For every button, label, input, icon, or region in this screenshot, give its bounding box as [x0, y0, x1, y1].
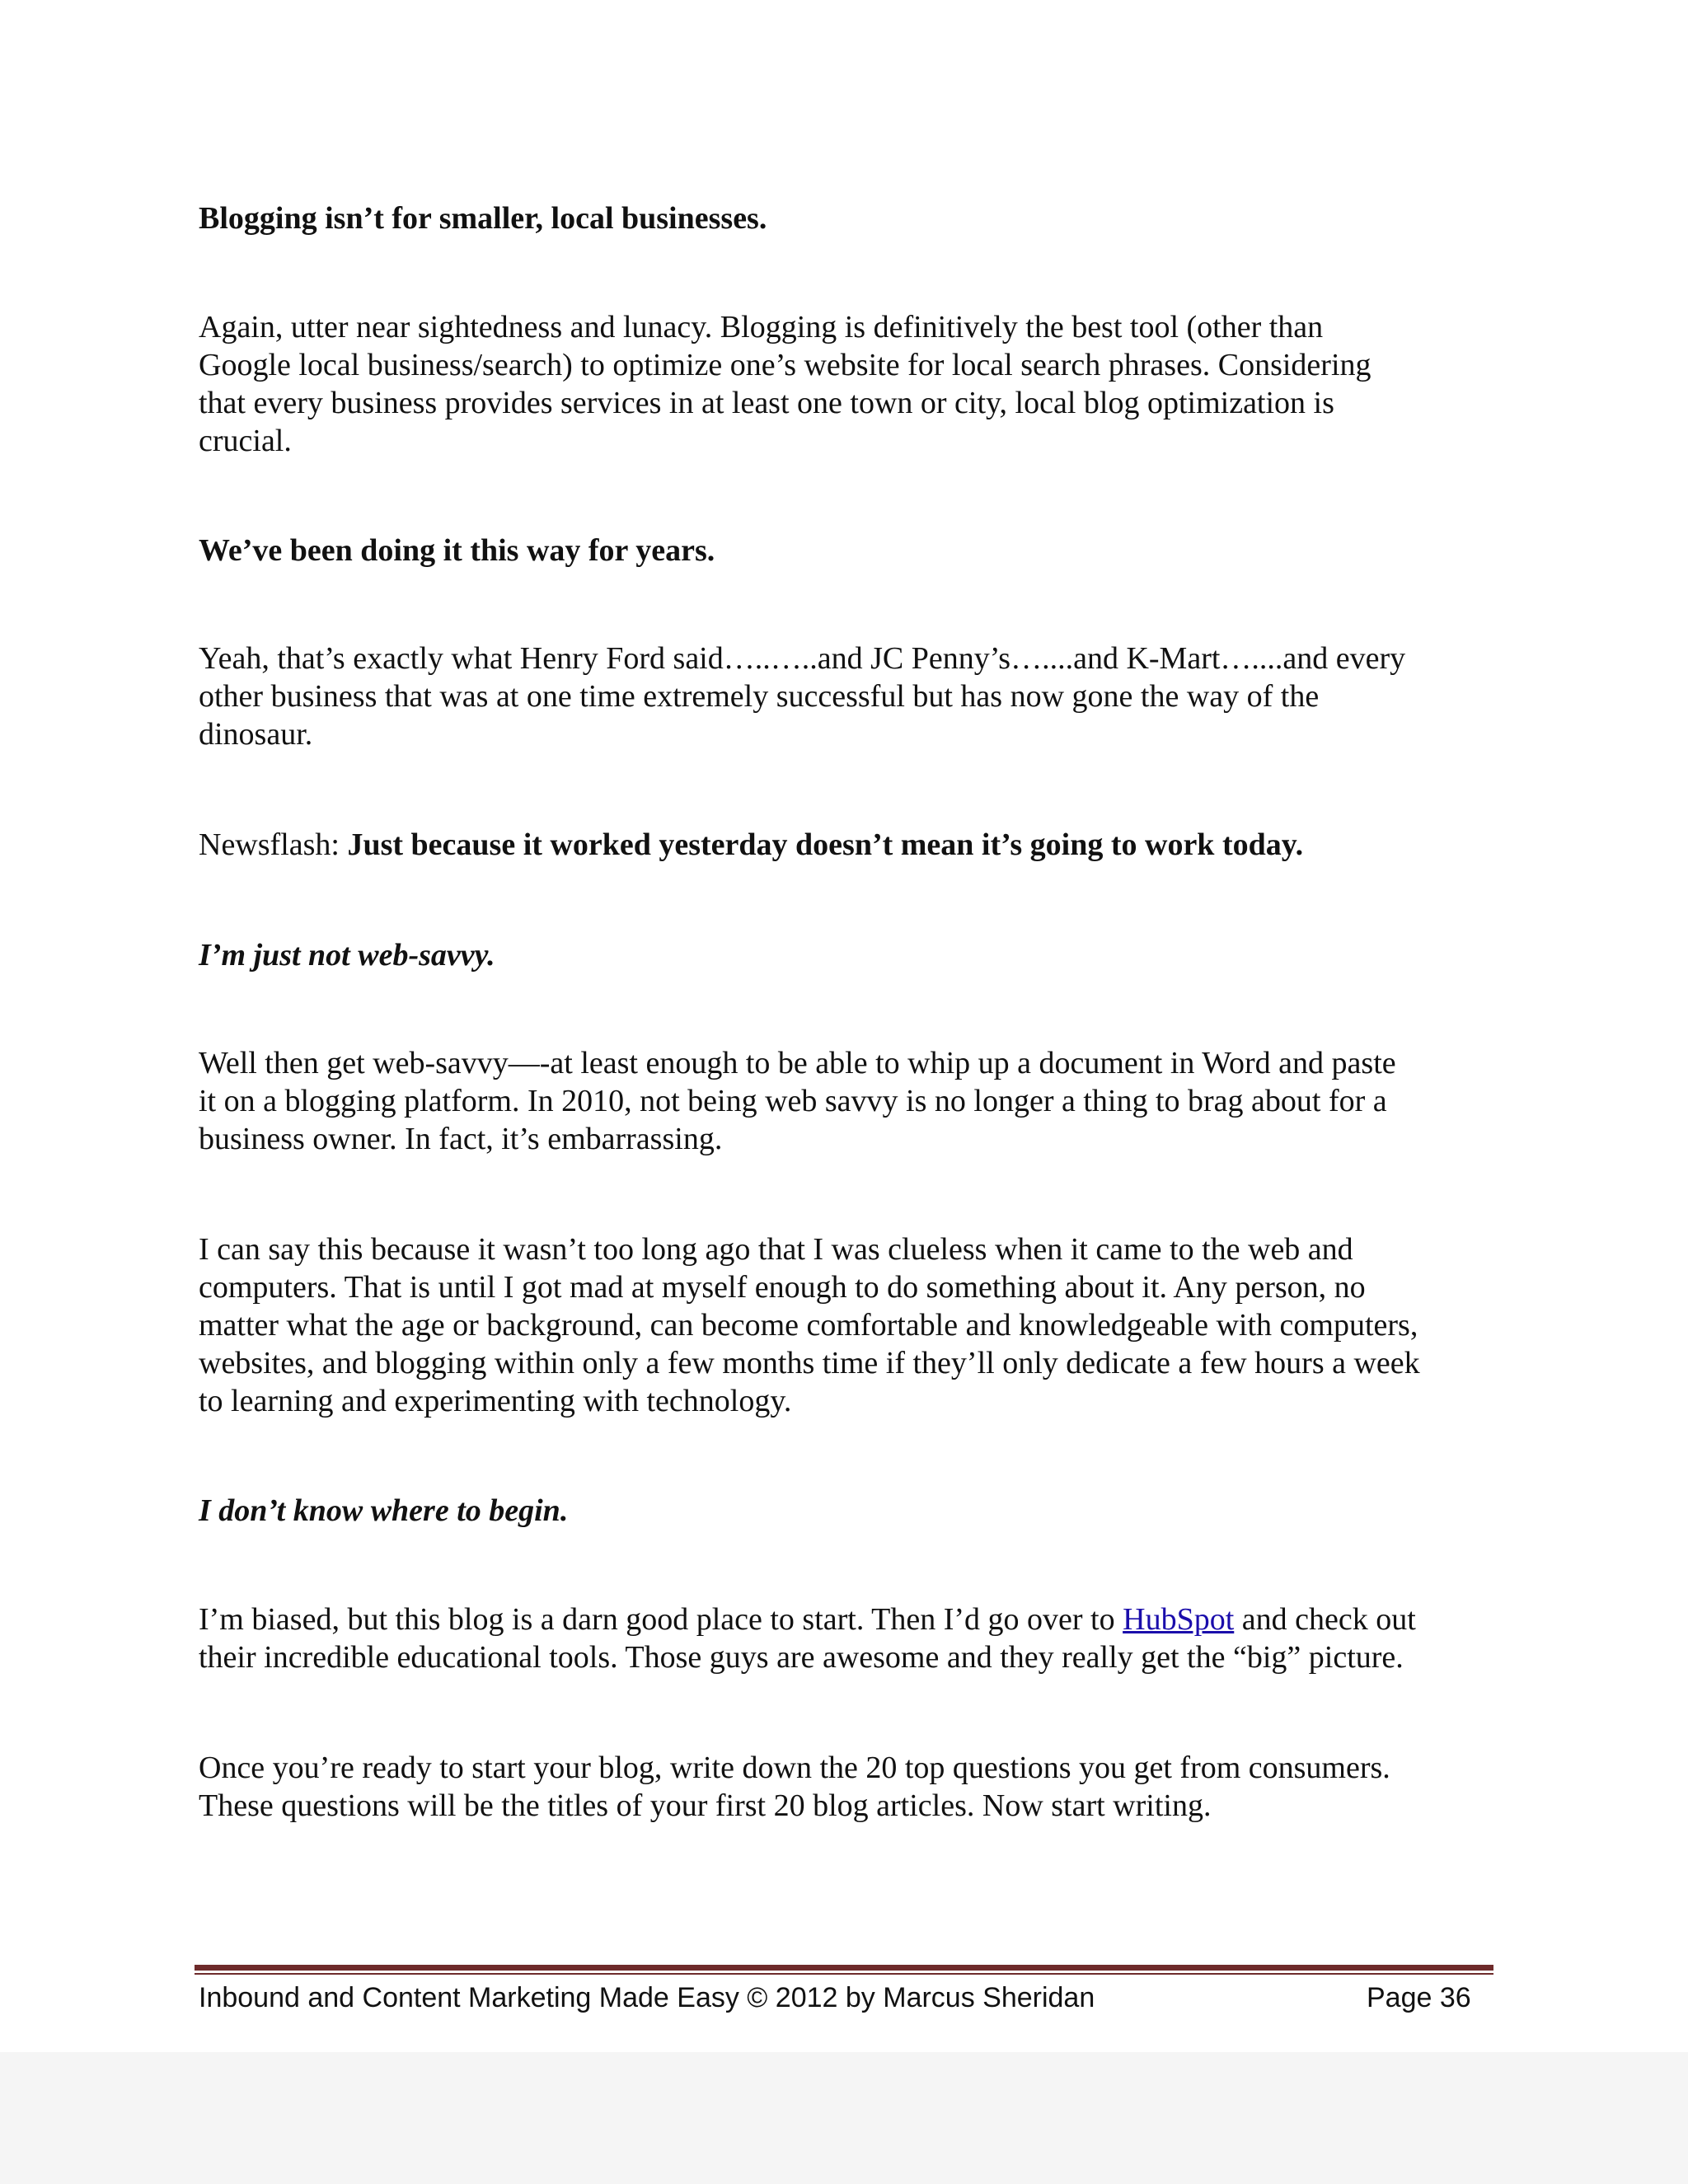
footer-rule-thick: [195, 1965, 1493, 1971]
hubspot-link[interactable]: HubSpot: [1123, 1602, 1235, 1637]
newsflash-statement: Just because it worked yesterday doesn’t mean it’s going to work today.: [347, 827, 1304, 862]
paragraph-line: matter what the age or background, can become comfortable and knowledgeable with computers,: [199, 1308, 1418, 1343]
paragraph-line: Once you’re ready to start your blog, write down the 20 top questions you get from consumers.: [199, 1750, 1390, 1785]
footer-rule-thin: [195, 1973, 1493, 1975]
paragraph-henry-ford: [199, 640, 1405, 753]
paragraph-get-web-savvy: [199, 1044, 1396, 1158]
paragraph-line: that every business provides services in at least one town or city, local blog optimization is: [199, 386, 1334, 420]
paragraph-line: their incredible educational tools. Those guys are awesome and they really get the “big” picture.: [199, 1640, 1404, 1675]
paragraph-line: Well then get web-savvy—-at least enough to be able to whip up a document in Word and paste: [199, 1046, 1396, 1080]
paragraph-line: crucial.: [199, 424, 292, 458]
heading-doing-it-this-way: We’ve been doing it this way for years.: [199, 533, 715, 568]
paragraph-line: These questions will be the titles of your first 20 blog articles. Now start writing.: [199, 1788, 1212, 1823]
paragraph-line: I can say this because it wasn’t too long ago that I was clueless when it came to the web and: [199, 1232, 1353, 1267]
paragraph-clueless: [199, 1230, 1420, 1420]
heading-local-businesses: Blogging isn’t for smaller, local businesses.: [199, 201, 767, 236]
hubspot-line-end: and check out: [1234, 1602, 1416, 1637]
footer-copyright: Inbound and Content Marketing Made Easy © 2012 by Marcus Sheridan: [199, 1982, 1095, 2013]
paragraph-start-writing: [199, 1749, 1390, 1825]
paragraph-line: [199, 1601, 1416, 1638]
paragraph-line: Google local business/search) to optimize one’s website for local search phrases. Considering: [199, 348, 1372, 382]
hubspot-line-start: I’m biased, but this blog is a darn good place to start. Then I’d go over to: [199, 1602, 1123, 1637]
paragraph-line: dinosaur.: [199, 717, 313, 752]
paragraph-local-search: [199, 308, 1372, 460]
paragraph-hubspot: [199, 1601, 1416, 1676]
paragraph-newsflash: [199, 826, 1303, 864]
paragraph-line: Yeah, that’s exactly what Henry Ford said…..…..and JC Penny’s…....and K-Mart…....and every: [199, 641, 1406, 676]
paragraph-line: websites, and blogging within only a few months time if they’ll only dedicate a few hours a week: [199, 1346, 1420, 1380]
newsflash-label: Newsflash:: [199, 827, 348, 862]
paragraph-line: Again, utter near sightedness and lunacy. Blogging is definitively the best tool (other than: [199, 310, 1324, 344]
paragraph-line: business owner. In fact, it’s embarrassing.: [199, 1122, 723, 1156]
paragraph-line: to learning and experimenting with technology.: [199, 1384, 792, 1418]
page-bottom-shade: [0, 2052, 1688, 2184]
heading-where-to-begin: I don’t know where to begin.: [199, 1493, 569, 1528]
paragraph-line: computers. That is until I got mad at myself enough to do something about it. Any person, no: [199, 1270, 1366, 1305]
paragraph-line: other business that was at one time extremely successful but has now gone the way of the: [199, 679, 1320, 714]
heading-not-web-savvy: I’m just not web-savvy.: [199, 938, 495, 972]
paragraph-line: it on a blogging platform. In 2010, not being web savvy is no longer a thing to brag about for a: [199, 1084, 1387, 1118]
page-number: Page 36: [1367, 1982, 1471, 2013]
